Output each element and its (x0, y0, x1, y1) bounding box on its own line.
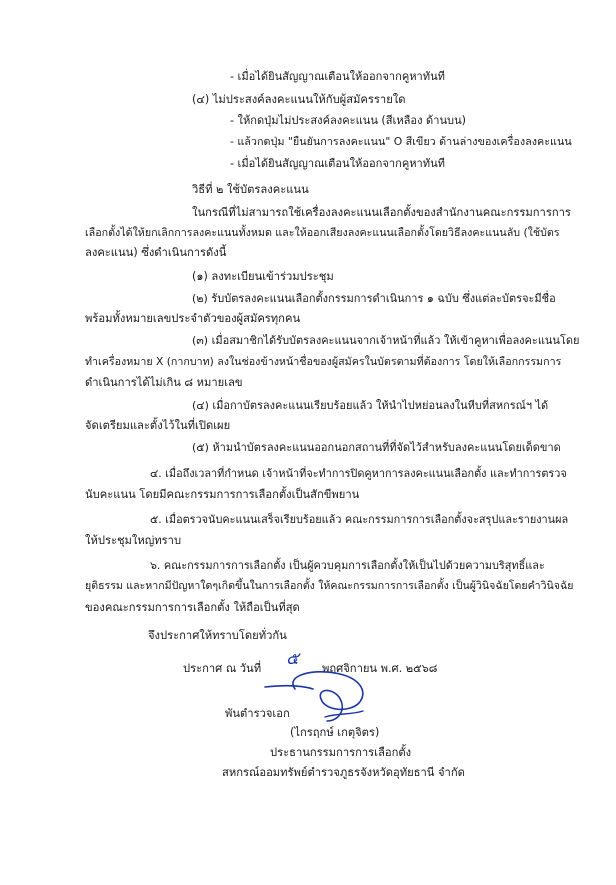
text-line: (๔) ไม่ประสงค์ลงคะแนนให้กับผู้สมัครรายใด (192, 93, 406, 106)
text-line: (๔) เมื่อกาบัตรลงคะแนนเรียบร้อยแล้ว ให้นำไปหย่อนลงในหีบที่สหกรณ์ฯ ได้ (192, 399, 549, 412)
text-line: ของคณะกรรมการการเลือกตั้ง ให้ถือเป็นที่สุด (85, 601, 300, 614)
text-line: ในกรณีที่ไม่สามารถใช้เครื่องลงคะแนนเลือกตั้งของสำนักงานคณะกรรมการการ (192, 206, 571, 219)
text-line: ลงคะแนน) ซึ่งดำเนินการดังนี้ (85, 246, 227, 259)
signer-organization: สหกรณ์ออมทรัพย์ตำรวจภูธรจังหวัดอุทัยธานี จำกัด (222, 766, 465, 779)
text-line: ยุติธรรม และหากมีปัญหาใดๆเกิดขึ้นในการเลือกตั้ง ให้คณะกรรมการการเลือกตั้ง เป็นผู้วินิจฉัยโดยคำวินิจฉัย (85, 580, 574, 592)
text-line: - ให้กดปุ่มไม่ประสงค์ลงคะแนน (สีเหลือง ด้านบน) (230, 114, 467, 127)
text-line: พร้อมทั้งหมายเลขประจำตัวของผู้สมัครทุกคน (85, 312, 301, 325)
signer-rank: พันตำรวจเอก (225, 707, 290, 720)
announce-day: ๕ (286, 649, 299, 669)
signer-title: ประธานกรรมการการเลือกตั้ง (270, 746, 412, 759)
text-line: - เมื่อได้ยินสัญญาณเตือนให้ออกจากคูหาทันที (230, 70, 445, 83)
announce-month-year: พฤศจิกายน พ.ศ. ๒๕๖๘ (322, 662, 438, 675)
closing-line: จึงประกาศให้ทราบโดยทั่วกัน (148, 629, 287, 642)
text-line: ๕. เมื่อตรวจนับคะแนนเสร็จเรียบร้อยแล้ว คณะกรรมการการเลือกตั้งจะสรุปและรายงานผล (150, 513, 569, 526)
text-line: - แล้วกดปุ่ม "ยืนยันการลงคะแนน" O สีเขียว ด้านล่างของเครื่องลงคะแนน (230, 135, 572, 148)
text-line: ให้ประชุมใหญ่ทราบ (85, 534, 182, 547)
text-line: (๕) ห้ามนำบัตรลงคะแนนออกนอกสถานที่ที่จัดไว้สำหรับลงคะแนนโดยเด็ดขาด (192, 441, 561, 454)
text-line: ๖. คณะกรรมการการเลือกตั้ง เป็นผู้ควบคุมการเลือกตั้งให้เป็นไปด้วยความบริสุทธิ์และ (150, 559, 545, 572)
text-line: - เมื่อได้ยินสัญญาณเตือนให้ออกจากคูหาทันที (230, 157, 445, 170)
announce-prefix: ประกาศ ณ วันที่ (183, 662, 262, 675)
text-line: ดำเนินการได้ไม่เกิน ๘ หมายเลข (85, 376, 243, 389)
text-line: (๓) เมื่อสมาชิกได้รับบัตรลงคะแนนจากเจ้าหน้าที่แล้ว ให้เข้าคูหาเพื่อลงคะแนนโดย (192, 334, 580, 347)
text-line: (๒) รับบัตรลงคะแนนเลือกตั้งกรรมการดำเนินการ ๑ ฉบับ ซึ่งแต่ละบัตรจะมีชื่อ (192, 292, 556, 305)
text-line: จัดเตรียมและตั้งไว้ในที่เปิดเผย (85, 419, 231, 432)
text-line: เลือกตั้งได้ให้ยกเลิกการลงคะแนนทั้งหมด และให้ออกเสียงลงคะแนนเลือกตั้งโดยวิธีลงคะแนนลับ (ใช้บัตร (85, 226, 560, 239)
text-line: ทำเครื่องหมาย X (กากบาท) ลงในช่องข้างหน้าชื่อของผู้สมัครในบัตรตามที่ต้องการ โดยให้เลือกกรรมการ (85, 355, 562, 368)
text-line: ๔. เมื่อถึงเวลาที่กำหนด เจ้าหน้าที่จะทำการปิดคูหาการลงคะแนนเลือกตั้ง และทำการตรวจ (150, 467, 567, 480)
signer-name: (ไกรฤกษ์ เกตุจิตร) (290, 726, 380, 739)
text-line: (๑) ลงทะเบียนเข้าร่วมประชุม (192, 270, 334, 283)
section-heading: วิธีที่ ๒ ใช้บัตรลงคะแนน (192, 183, 309, 196)
text-line: นับคะแนน โดยมีคณะกรรมการการเลือกตั้งเป็นสักขีพยาน (85, 488, 360, 501)
